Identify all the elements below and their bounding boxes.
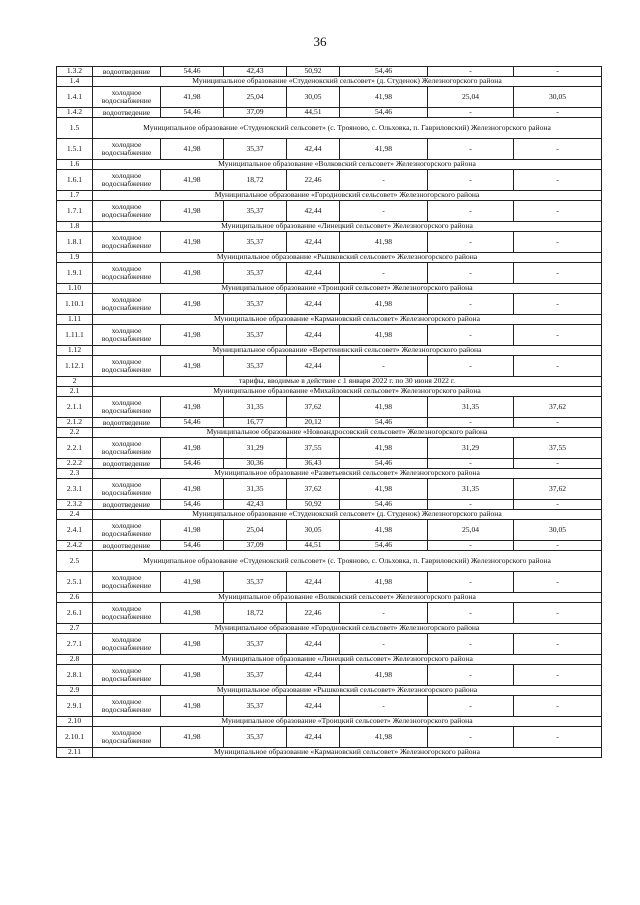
table-row	[57, 634, 602, 655]
row-number-cell: 2.6	[57, 593, 93, 603]
tariff-value-cell: 41,98	[161, 201, 224, 222]
tariff-value-cell: 30,05	[514, 87, 602, 108]
section-title-cell: Муниципальное образование «Троицкий сельсовет» Железногорского района	[93, 284, 602, 294]
table-row	[57, 572, 602, 593]
section-title-cell: Муниципальное образование «Линецкий сельсовет» Железногорского района	[93, 655, 602, 665]
section-header-row	[57, 222, 602, 232]
section-title-cell: Муниципальное образование «Михайловский сельсовет» Железногорского района	[93, 387, 602, 397]
tariff-value-cell: -	[514, 603, 602, 624]
section-header-row	[57, 717, 602, 727]
tariff-value-cell: -	[514, 170, 602, 191]
tariff-value-cell: 42,43	[224, 67, 287, 77]
table-row	[57, 520, 602, 541]
tariff-value-cell: -	[514, 418, 602, 428]
tariff-value-cell: 41,98	[161, 520, 224, 541]
tariff-value-cell: -	[514, 572, 602, 593]
tariff-value-cell: -	[428, 634, 514, 655]
table-row	[57, 87, 602, 108]
tariff-value-cell: -	[428, 67, 514, 77]
tariff-value-cell: -	[514, 500, 602, 510]
table-row	[57, 232, 602, 253]
tariff-value-cell: 50,92	[287, 67, 340, 77]
row-number-cell: 1.6	[57, 160, 93, 170]
section-header-row	[57, 77, 602, 87]
row-number-cell: 2.4	[57, 510, 93, 520]
tariff-value-cell: 41,98	[161, 397, 224, 418]
tariff-value-cell: 35,37	[224, 696, 287, 717]
tariff-value-cell: 41,98	[340, 572, 428, 593]
table-row	[57, 356, 602, 377]
section-header-row	[57, 346, 602, 356]
tariff-value-cell: 54,46	[340, 459, 428, 469]
tariff-value-cell: 35,37	[224, 634, 287, 655]
table-row	[57, 418, 602, 428]
row-number-cell: 1.8.1	[57, 232, 93, 253]
section-title-cell: Муниципальное образование «Студенокский сельсовет» (с. Трояново, с. Ольховка, п. Гавриловский) Железногорского района	[93, 118, 602, 139]
tariff-value-cell: 44,51	[287, 541, 340, 551]
service-cell: холодное водоснабжение	[93, 170, 161, 191]
tariff-value-cell: 41,98	[161, 438, 224, 459]
section-title-cell: Муниципальное образование «Городновский сельсовет» Железногорского района	[93, 624, 602, 634]
tariff-value-cell: 42,44	[287, 201, 340, 222]
section-title-cell: Муниципальное образование «Кармановский сельсовет» Железногорского района	[93, 748, 602, 758]
section-title-cell: Муниципальное образование «Студенокский сельсовет» (с. Трояново, с. Ольховка, п. Гавриловский) Железногорского района	[93, 551, 602, 572]
tariff-value-cell: 42,44	[287, 294, 340, 315]
section-header-row	[57, 748, 602, 758]
section-header-row	[57, 593, 602, 603]
section-header-row	[57, 686, 602, 696]
tariff-value-cell: -	[514, 727, 602, 748]
tariff-value-cell: 42,44	[287, 356, 340, 377]
tariff-value-cell: 41,98	[161, 696, 224, 717]
table-row	[57, 263, 602, 284]
tariff-value-cell: 41,98	[340, 87, 428, 108]
row-number-cell: 2.7	[57, 624, 93, 634]
section-header-row	[57, 377, 602, 387]
tariff-value-cell: 31,29	[428, 438, 514, 459]
row-number-cell: 2.8.1	[57, 665, 93, 686]
table-row	[57, 459, 602, 469]
row-number-cell: 1.6.1	[57, 170, 93, 191]
section-title-cell: Муниципальное образование «Троицкий сельсовет» Железногорского района	[93, 717, 602, 727]
tariff-value-cell: -	[340, 201, 428, 222]
tariff-value-cell: 35,37	[224, 665, 287, 686]
tariff-value-cell: 41,98	[161, 325, 224, 346]
tariff-value-cell: 35,37	[224, 727, 287, 748]
section-header-row	[57, 469, 602, 479]
tariff-value-cell: -	[428, 603, 514, 624]
table-row	[57, 438, 602, 459]
tariff-value-cell: 42,44	[287, 634, 340, 655]
tariff-value-cell: 42,44	[287, 727, 340, 748]
tariff-value-cell: 50,92	[287, 500, 340, 510]
tariff-value-cell: -	[428, 459, 514, 469]
service-cell: водоотведение	[93, 500, 161, 510]
row-number-cell: 2.9	[57, 686, 93, 696]
tariff-value-cell: -	[514, 294, 602, 315]
tariff-value-cell: -	[428, 418, 514, 428]
tariff-value-cell: 42,44	[287, 572, 340, 593]
tariff-value-cell: -	[428, 356, 514, 377]
tariff-value-cell: 30,05	[514, 520, 602, 541]
service-cell: холодное водоснабжение	[93, 634, 161, 655]
row-number-cell: 1.12	[57, 346, 93, 356]
tariff-value-cell: -	[514, 67, 602, 77]
tariff-value-cell: 31,35	[428, 397, 514, 418]
tariff-value-cell: 37,62	[514, 479, 602, 500]
tariff-value-cell: 20,12	[287, 418, 340, 428]
service-cell: холодное водоснабжение	[93, 520, 161, 541]
tariff-value-cell: 35,37	[224, 325, 287, 346]
row-number-cell: 2	[57, 377, 93, 387]
tariff-value-cell: 44,51	[287, 108, 340, 118]
tariff-value-cell: 41,98	[161, 603, 224, 624]
tariff-value-cell: -	[428, 170, 514, 191]
tariff-value-cell: -	[514, 201, 602, 222]
tariff-value-cell: 37,09	[224, 108, 287, 118]
service-cell: холодное водоснабжение	[93, 201, 161, 222]
row-number-cell: 2.10	[57, 717, 93, 727]
tariff-value-cell: 30,05	[287, 87, 340, 108]
section-header-row	[57, 551, 602, 572]
table-row	[57, 500, 602, 510]
tariff-value-cell: -	[428, 232, 514, 253]
service-cell: холодное водоснабжение	[93, 356, 161, 377]
section-header-row	[57, 624, 602, 634]
section-header-row	[57, 315, 602, 325]
tariff-value-cell: 16,77	[224, 418, 287, 428]
tariff-value-cell: 41,98	[161, 479, 224, 500]
service-cell: холодное водоснабжение	[93, 232, 161, 253]
table-row	[57, 325, 602, 346]
service-cell: водоотведение	[93, 67, 161, 77]
row-number-cell: 1.12.1	[57, 356, 93, 377]
row-number-cell: 1.9	[57, 253, 93, 263]
table-row	[57, 294, 602, 315]
tariff-value-cell: 18,72	[224, 170, 287, 191]
table-row	[57, 727, 602, 748]
row-number-cell: 1.4.1	[57, 87, 93, 108]
tariff-value-cell: 37,62	[287, 479, 340, 500]
tariff-value-cell: 54,46	[161, 418, 224, 428]
tariff-value-cell: 54,46	[161, 108, 224, 118]
service-cell: холодное водоснабжение	[93, 727, 161, 748]
row-number-cell: 2.1	[57, 387, 93, 397]
tariff-value-cell: 41,98	[161, 294, 224, 315]
tariff-value-cell: 35,37	[224, 356, 287, 377]
section-title-cell: Муниципальное образование «Новоандросовский сельсовет» Железногорского района	[93, 428, 602, 438]
tariff-value-cell: -	[514, 139, 602, 160]
section-title-cell: Муниципальное образование «Разветьевский сельсовет» Железногорского района	[93, 469, 602, 479]
table-row	[57, 397, 602, 418]
tariff-value-cell: 30,36	[224, 459, 287, 469]
tariff-value-cell: 31,29	[224, 438, 287, 459]
tariff-value-cell: 41,98	[340, 325, 428, 346]
section-header-row	[57, 510, 602, 520]
service-cell: холодное водоснабжение	[93, 294, 161, 315]
tariff-value-cell: 41,98	[161, 356, 224, 377]
tariff-value-cell: 35,37	[224, 263, 287, 284]
tariff-value-cell: 54,46	[340, 67, 428, 77]
tariff-value-cell: 41,98	[161, 634, 224, 655]
section-header-row	[57, 655, 602, 665]
tariff-value-cell: -	[428, 201, 514, 222]
section-header-row	[57, 428, 602, 438]
tariff-value-cell: -	[514, 459, 602, 469]
section-title-cell: Муниципальное образование «Кармановский сельсовет» Железногорского района	[93, 315, 602, 325]
tariff-value-cell: 42,44	[287, 263, 340, 284]
row-number-cell: 2.8	[57, 655, 93, 665]
row-number-cell: 2.1.1	[57, 397, 93, 418]
tariff-value-cell: 54,46	[161, 67, 224, 77]
tariff-value-cell: -	[428, 572, 514, 593]
tariff-value-cell: -	[514, 634, 602, 655]
tariff-value-cell: -	[428, 665, 514, 686]
tariff-value-cell: 25,04	[224, 87, 287, 108]
tariff-value-cell: 18,72	[224, 603, 287, 624]
tariff-value-cell: 42,44	[287, 139, 340, 160]
row-number-cell: 1.3.2	[57, 67, 93, 77]
section-title-cell: Муниципальное образование «Рышковский сельсовет» Железногорского района	[93, 253, 602, 263]
tariff-value-cell: -	[514, 263, 602, 284]
tariff-value-cell: 35,37	[224, 572, 287, 593]
tariff-value-cell: 22,46	[287, 170, 340, 191]
tariff-value-cell: -	[514, 696, 602, 717]
section-title-cell: тарифы, вводимые в действие с 1 января 2022 г. по 30 июня 2022 г.	[93, 377, 602, 387]
row-number-cell: 2.7.1	[57, 634, 93, 655]
section-title-cell: Муниципальное образование «Волковский сельсовет» Железногорского района	[93, 593, 602, 603]
tariff-value-cell: -	[428, 696, 514, 717]
row-number-cell: 2.3.1	[57, 479, 93, 500]
section-title-cell: Муниципальное образование «Городновский сельсовет» Железногорского района	[93, 191, 602, 201]
tariff-value-cell: 30,05	[287, 520, 340, 541]
tariff-value-cell: 41,98	[340, 438, 428, 459]
service-cell: холодное водоснабжение	[93, 263, 161, 284]
tariff-value-cell: 54,46	[340, 108, 428, 118]
row-number-cell: 1.8	[57, 222, 93, 232]
table-row	[57, 139, 602, 160]
tariff-value-cell: -	[340, 263, 428, 284]
tariff-value-cell: 31,35	[224, 397, 287, 418]
table-row	[57, 201, 602, 222]
row-number-cell: 1.5.1	[57, 139, 93, 160]
table-row	[57, 665, 602, 686]
tariff-value-cell: 41,98	[340, 479, 428, 500]
tariff-value-cell: 25,04	[428, 520, 514, 541]
service-cell: холодное водоснабжение	[93, 696, 161, 717]
row-number-cell: 1.10.1	[57, 294, 93, 315]
tariff-value-cell: 42,43	[224, 500, 287, 510]
service-cell: холодное водоснабжение	[93, 139, 161, 160]
row-number-cell: 2.4.1	[57, 520, 93, 541]
tariff-value-cell: 41,98	[340, 520, 428, 541]
page-number: 36	[313, 34, 327, 49]
service-cell: холодное водоснабжение	[93, 572, 161, 593]
section-header-row	[57, 387, 602, 397]
tariff-value-cell: 42,44	[287, 325, 340, 346]
tariff-value-cell: -	[428, 108, 514, 118]
tariff-table	[56, 66, 602, 758]
tariff-value-cell: 41,98	[340, 727, 428, 748]
row-number-cell: 2.1.2	[57, 418, 93, 428]
tariff-value-cell: -	[514, 325, 602, 346]
section-title-cell: Муниципальное образование «Веретенинский сельсовет» Железногорского района	[93, 346, 602, 356]
section-header-row	[57, 284, 602, 294]
tariff-value-cell: 41,98	[161, 665, 224, 686]
row-number-cell: 2.5.1	[57, 572, 93, 593]
tariff-value-cell: -	[428, 500, 514, 510]
tariff-value-cell: -	[428, 294, 514, 315]
tariff-value-cell: 41,98	[161, 139, 224, 160]
row-number-cell: 2.5	[57, 551, 93, 572]
service-cell: водоотведение	[93, 418, 161, 428]
tariff-value-cell: 37,62	[287, 397, 340, 418]
tariff-value-cell: 37,62	[514, 397, 602, 418]
tariff-value-cell: 41,98	[161, 170, 224, 191]
service-cell: холодное водоснабжение	[93, 438, 161, 459]
row-number-cell: 1.7	[57, 191, 93, 201]
tariff-value-cell: 41,98	[340, 139, 428, 160]
tariff-value-cell: -	[514, 541, 602, 551]
tariff-value-cell: 22,46	[287, 603, 340, 624]
tariff-value-cell: 41,98	[161, 263, 224, 284]
tariff-value-cell: -	[428, 139, 514, 160]
service-cell: водоотведение	[93, 459, 161, 469]
table-row	[57, 479, 602, 500]
service-cell: холодное водоснабжение	[93, 397, 161, 418]
tariff-value-cell: 37,55	[287, 438, 340, 459]
tariff-value-cell: -	[428, 325, 514, 346]
row-number-cell: 2.2.2	[57, 459, 93, 469]
row-number-cell: 1.11.1	[57, 325, 93, 346]
row-number-cell: 1.5	[57, 118, 93, 139]
section-title-cell: Муниципальное образование «Линецкий сельсовет» Железногорского района	[93, 222, 602, 232]
tariff-value-cell: 41,98	[340, 232, 428, 253]
row-number-cell: 2.9.1	[57, 696, 93, 717]
row-number-cell: 2.11	[57, 748, 93, 758]
tariff-value-cell: -	[514, 108, 602, 118]
row-number-cell: 2.3.2	[57, 500, 93, 510]
tariff-value-cell: 35,37	[224, 139, 287, 160]
section-title-cell: Муниципальное образование «Рышковский сельсовет» Железногорского района	[93, 686, 602, 696]
tariff-value-cell: 41,98	[161, 727, 224, 748]
tariff-table-body	[57, 67, 602, 758]
table-row	[57, 170, 602, 191]
table-row	[57, 67, 602, 77]
tariff-value-cell: -	[514, 356, 602, 377]
tariff-value-cell: 37,55	[514, 438, 602, 459]
tariff-value-cell: -	[514, 232, 602, 253]
tariff-value-cell: 25,04	[224, 520, 287, 541]
tariff-value-cell: 42,44	[287, 665, 340, 686]
tariff-value-cell: -	[340, 170, 428, 191]
row-number-cell: 2.2	[57, 428, 93, 438]
tariff-value-cell: 37,09	[224, 541, 287, 551]
tariff-value-cell: -	[340, 696, 428, 717]
tariff-value-cell: 41,98	[340, 397, 428, 418]
row-number-cell: 2.6.1	[57, 603, 93, 624]
tariff-value-cell: -	[428, 727, 514, 748]
tariff-value-cell: 54,46	[161, 541, 224, 551]
tariff-value-cell: 42,44	[287, 696, 340, 717]
tariff-value-cell: -	[340, 356, 428, 377]
row-number-cell: 1.11	[57, 315, 93, 325]
service-cell: холодное водоснабжение	[93, 603, 161, 624]
tariff-value-cell: 42,44	[287, 232, 340, 253]
tariff-value-cell: 31,35	[428, 479, 514, 500]
row-number-cell: 1.10	[57, 284, 93, 294]
table-row	[57, 541, 602, 551]
row-number-cell: 1.4.2	[57, 108, 93, 118]
tariff-value-cell: -	[340, 603, 428, 624]
section-title-cell: Муниципальное образование «Студенокский сельсовет» (д. Студенок) Железногорского района	[93, 510, 602, 520]
table-row	[57, 603, 602, 624]
tariff-value-cell: 54,46	[340, 500, 428, 510]
tariff-value-cell: 41,98	[161, 572, 224, 593]
section-header-row	[57, 118, 602, 139]
row-number-cell: 1.4	[57, 77, 93, 87]
row-number-cell: 2.4.2	[57, 541, 93, 551]
row-number-cell: 1.9.1	[57, 263, 93, 284]
tariff-value-cell: 36,43	[287, 459, 340, 469]
tariff-value-cell: 41,98	[340, 665, 428, 686]
tariff-value-cell: 41,98	[161, 232, 224, 253]
tariff-value-cell: 54,46	[161, 500, 224, 510]
row-number-cell: 2.10.1	[57, 727, 93, 748]
tariff-value-cell: 41,98	[340, 294, 428, 315]
row-number-cell: 2.3	[57, 469, 93, 479]
section-title-cell: Муниципальное образование «Волковский сельсовет» Железногорского района	[93, 160, 602, 170]
section-title-cell: Муниципальное образование «Студенокский сельсовет» (д. Студенок) Железногорского района	[93, 77, 602, 87]
tariff-value-cell: -	[514, 665, 602, 686]
tariff-value-cell: 41,98	[161, 87, 224, 108]
tariff-value-cell: 54,46	[161, 459, 224, 469]
tariff-value-cell: 35,37	[224, 232, 287, 253]
row-number-cell: 1.7.1	[57, 201, 93, 222]
row-number-cell: 2.2.1	[57, 438, 93, 459]
service-cell: водоотведение	[93, 108, 161, 118]
tariff-value-cell: 54,46	[340, 418, 428, 428]
tariff-value-cell: 54,46	[340, 541, 428, 551]
section-header-row	[57, 253, 602, 263]
tariff-value-cell: 31,35	[224, 479, 287, 500]
section-header-row	[57, 160, 602, 170]
service-cell: холодное водоснабжение	[93, 665, 161, 686]
tariff-value-cell: -	[428, 263, 514, 284]
service-cell: холодное водоснабжение	[93, 87, 161, 108]
service-cell: водоотведение	[93, 541, 161, 551]
table-row	[57, 108, 602, 118]
section-header-row	[57, 191, 602, 201]
tariff-value-cell: 35,37	[224, 294, 287, 315]
service-cell: холодное водоснабжение	[93, 325, 161, 346]
tariff-value-cell: 25,04	[428, 87, 514, 108]
tariff-value-cell: 35,37	[224, 201, 287, 222]
table-row	[57, 696, 602, 717]
service-cell: холодное водоснабжение	[93, 479, 161, 500]
tariff-value-cell: -	[428, 541, 514, 551]
tariff-value-cell: -	[340, 634, 428, 655]
